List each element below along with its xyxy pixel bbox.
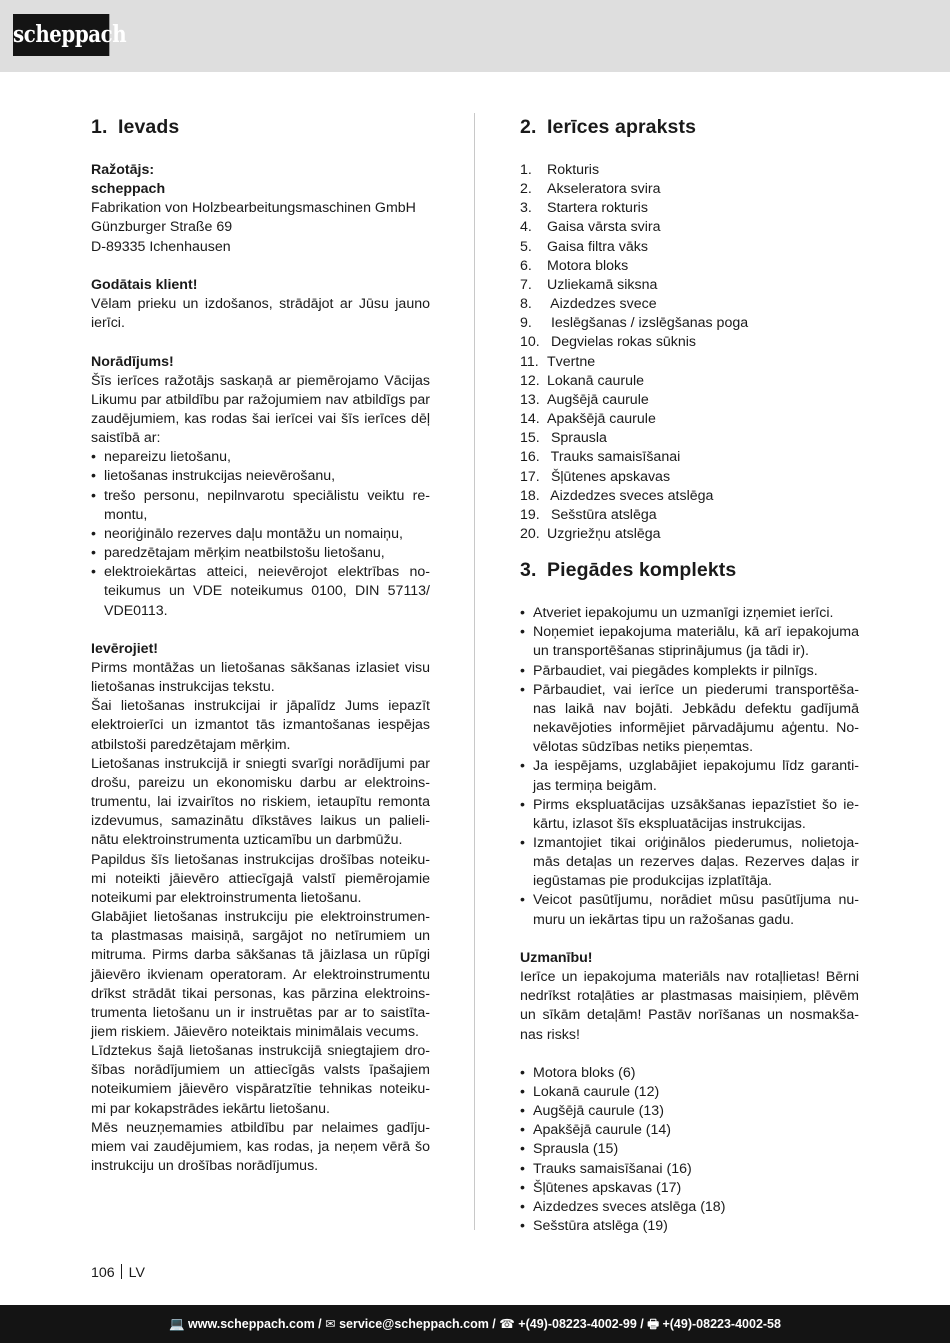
- note-list-item: • elektroiekārtas atteici, neievērojot elektrības no-teikumus un VDE noteikumus 0100, DIN 57113/ VDE0113.: [91, 563, 430, 620]
- note-list: [91, 448, 430, 620]
- part-list-item: [520, 180, 859, 199]
- delivery-list: [520, 604, 859, 930]
- manufacturer-name: scheppach: [91, 181, 166, 198]
- part-label: Aizdedzes sveces atslēga: [547, 487, 714, 504]
- caution-label: Uzmanību!: [520, 949, 593, 966]
- caution-text: Ierīce un iepakojuma materiāls nav rotaļlietas! Bērni nedrīkst rotaļāties ar plastmasas maisiņiem, plēvēm un sīkām detaļām! Pastāv norīšanas un nosmakša-nas risks!: [520, 969, 859, 1043]
- part-list-item: [520, 429, 859, 448]
- part-list-item: [520, 391, 859, 410]
- part-list-item: [520, 161, 859, 180]
- section-heading-delivery: 3. Piegādes komplekts: [520, 559, 737, 582]
- observe-paragraph: Glabājiet lietošanas instrukciju pie elektroinstrumen-ta plastmasas maisiņā, sargājot no netīrumiem un mitruma. Pirms darba sākšanas tā jāizlasa un rūpīgi jāievēro ikvienam operatoram. Ar elektroinstrumentu drīkst strādāt tikai personas, kas pārzina elektroins-trumenta lietošanu un ir instruētas par ar to saistīta-jiem riskiem. Jāievēro noteiktais minimālais vecums.: [91, 909, 430, 1040]
- part-number: 3.: [520, 200, 532, 217]
- part-list-item: [520, 525, 859, 544]
- kit-list-item: • Aizdedzes sveces atslēga (18): [520, 1198, 859, 1217]
- page-footer-number: [91, 1264, 145, 1283]
- kit-list-item: • Lokanā caurule (12): [520, 1083, 859, 1102]
- right-column: [520, 114, 859, 1236]
- part-label: Akseleratora svira: [547, 181, 661, 198]
- delivery-list-item: • Izmantojiet tikai oriģinālos piederumus, nolietoja-mās detaļas un rezerves daļas. Rezerves daļas ir iegūstamas pie produkcijas izplatītāja.: [520, 834, 859, 891]
- observe-label: Ievērojiet!: [91, 640, 159, 657]
- address-line: Günzburger Straße 69: [91, 219, 233, 236]
- delivery-list-item: • Veicot pasūtījumu, norādiet mūsu pasūtījuma nu-muru un iekārtas tipu un ražošanas gadu.: [520, 891, 859, 929]
- part-list-item: [520, 487, 859, 506]
- dear-customer-text: Vēlam prieku un izdošanos, strādājot ar Jūsu jauno ierīci.: [91, 296, 430, 332]
- kit-list-item: • Augšējā caurule (13): [520, 1102, 859, 1121]
- part-label: Gaisa filtra vāks: [547, 238, 648, 255]
- kit-list: [520, 1064, 859, 1236]
- part-label: Motora bloks: [547, 257, 629, 274]
- contact-line: 💻 www.scheppach.com / ✉ service@scheppach.com / ☎ +(49)-08223-4002-99 / 🖶 +(49)-08223-4002-58: [169, 1317, 781, 1331]
- kit-list-item: • Apakšējā caurule (14): [520, 1121, 859, 1140]
- part-list-item: [520, 314, 859, 333]
- note-list-item: • paredzētajam mērķim neatbilstošu lietošanu,: [91, 544, 430, 563]
- part-label: Uzliekamā siksna: [547, 276, 658, 293]
- part-number: 7.: [520, 276, 532, 293]
- part-list-item: [520, 238, 859, 257]
- left-column: [91, 114, 430, 1176]
- part-number: 8.: [520, 296, 532, 313]
- note-list-item: • nepareizu lietošanu,: [91, 448, 430, 467]
- parts-list: [520, 161, 859, 544]
- part-number: 18.: [520, 487, 540, 504]
- manufacturer-address: [91, 199, 430, 256]
- delivery-list-item: • Ja iespējams, uzglabājiet iepakojumu līdz garanti-jas termiņa beigām.: [520, 757, 859, 795]
- part-list-item: [520, 333, 859, 352]
- observe-paragraph: Līdztekus šajā lietošanas instrukcijā sniegtajiem dro-šības norādījumiem un attiecīgās valsts īpašajiem noteikumiem jāievēro vispāratzītie tehnikas noteiku-mi par kokapstrādes iekārtu lietošanu.: [91, 1043, 430, 1117]
- part-list-item: [520, 506, 859, 525]
- part-number: 16.: [520, 449, 540, 466]
- delivery-list-item: • Atveriet iepakojumu un uzmanīgi izņemiet ierīci.: [520, 604, 859, 623]
- part-label: Sešstūra atslēga: [547, 506, 657, 523]
- page-separator: [121, 1264, 122, 1279]
- note-list-item: • lietošanas instrukcijas neievērošanu,: [91, 467, 430, 486]
- part-number: 2.: [520, 181, 532, 198]
- manufacturer-label: Ražotājs:: [91, 162, 155, 178]
- part-number: 6.: [520, 257, 532, 274]
- delivery-list-item: • Pārbaudiet, vai piegādes komplekts ir pilnīgs.: [520, 662, 859, 681]
- part-number: 14.: [520, 411, 540, 428]
- part-number: 4.: [520, 219, 532, 236]
- part-number: 10.: [520, 334, 540, 351]
- part-number: 9.: [520, 315, 532, 332]
- page-header: [0, 0, 950, 72]
- observe-paragraph: Papildus šīs lietošanas instrukcijas drošības noteiku-mi noteikti jāievēro attiecīgajā valstī piemērojamie noteikumi par elektroinstrumenta lietošanu.: [91, 851, 430, 906]
- column-divider: [474, 113, 475, 1230]
- note-list-item: • trešo personu, nepilnvarotu speciālistu veiktu re-montu,: [91, 487, 430, 525]
- observe-paragraph: Lietošanas instrukcijā ir sniegti svarīgi norādījumi par drošu, pareizu un ekonomisku darbu ar elektroins-trumentu, lai izvairītos no riskiem, ietaupītu remonta izdevumus, samazinātu dīkstāves laikus un palieli-nātu elektroinstrumenta uzticamību un darbmūžu.: [91, 755, 430, 849]
- note-list-item: • neoriģinālo rezerves daļu montāžu un nomaiņu,: [91, 525, 430, 544]
- part-number: 5.: [520, 238, 532, 255]
- kit-list-item: • Sprausla (15): [520, 1140, 859, 1159]
- part-number: 20.: [520, 525, 540, 542]
- page-number: 106: [91, 1265, 115, 1281]
- part-label: Tvertne: [547, 353, 596, 370]
- section-heading-description: 2. Ierīces apraksts: [520, 116, 697, 138]
- part-label: Lokanā caurule: [547, 372, 645, 389]
- part-list-item: [520, 372, 859, 391]
- part-label: Šļūtenes apskavas: [547, 468, 671, 485]
- part-label: Uzgriežņu atslēga: [547, 525, 661, 542]
- part-number: 13.: [520, 391, 540, 408]
- kit-list-item: • Sešstūra atslēga (19): [520, 1217, 859, 1236]
- part-list-item: [520, 199, 859, 218]
- kit-list-item: • Šļūtenes apskavas (17): [520, 1179, 859, 1198]
- dear-customer-label: Godātais klient!: [91, 276, 198, 293]
- address-line: D-89335 Ichenhausen: [91, 238, 231, 255]
- kit-list-item: • Trauks samaisīšanai (16): [520, 1160, 859, 1179]
- part-label: Apakšējā caurule: [547, 411, 656, 428]
- part-label: Rokturis: [547, 162, 600, 178]
- part-list-item: [520, 353, 859, 372]
- part-number: 12.: [520, 372, 540, 389]
- part-list-item: [520, 276, 859, 295]
- note-text: Šīs ierīces ražotājs saskaņā ar piemērojamo Vācijas Likumu par atbildību par ražojumiem nav atbildīgs par zaudējumiem, kas rodas šai ierīcei vai šīs ierīces dēļ saistībā ar:: [91, 372, 430, 447]
- part-label: Trauks samaisīšanai: [547, 449, 681, 466]
- delivery-list-item: • Pirms ekspluatācijas uzsākšanas iepazīstiet šo ie-kārtu, izlasot šīs ekspluatācijas instrukcijas.: [520, 796, 859, 834]
- part-label: Augšējā caurule: [547, 391, 649, 408]
- part-list-item: [520, 218, 859, 237]
- delivery-list-item: • Noņemiet iepakojuma materiālu, kā arī iepakojuma un transportēšanas stiprinājumus (ja tādi ir).: [520, 623, 859, 661]
- brand-logo: scheppach: [13, 14, 109, 56]
- part-number: 17.: [520, 468, 540, 485]
- part-list-item: [520, 295, 859, 314]
- part-number: 11.: [520, 353, 539, 370]
- part-label: Aizdedzes svece: [547, 296, 657, 313]
- part-number: 1.: [520, 162, 532, 178]
- observe-paragraph: Mēs neuzņemamies atbildību par nelaimes gadīju-miem vai zaudējumiem, kas rodas, ja neņem vērā šo instrukciju un drošības norādījumus.: [91, 1119, 430, 1175]
- part-label: Startera rokturis: [547, 200, 648, 217]
- part-list-item: [520, 410, 859, 429]
- part-number: 15.: [520, 430, 540, 447]
- part-list-item: [520, 257, 859, 276]
- part-list-item: [520, 448, 859, 467]
- kit-list-item: • Motora bloks (6): [520, 1064, 859, 1083]
- footer-contact-bar: [0, 1305, 950, 1343]
- part-label: Sprausla: [547, 430, 607, 447]
- section-heading-introduction: 1. Ievads: [91, 116, 180, 138]
- part-label: Degvielas rokas sūknis: [547, 334, 697, 351]
- part-number: 19.: [520, 506, 540, 523]
- address-line: Fabrikation von Holzbearbeitungsmaschinen GmbH: [91, 200, 416, 217]
- part-label: Ieslēgšanas / izslēgšanas poga: [547, 315, 749, 332]
- delivery-list-item: • Pārbaudiet, vai ierīce un piederumi transportēša-nas laikā nav bojāti. Jebkādu defektu gadījumā nekavējoties informējiet pārvadājumu aģentu. No-vēlotas sūdzības netiks pieņemtas.: [520, 681, 859, 758]
- part-list-item: [520, 468, 859, 487]
- observe-paragraph: Šai lietošanas instrukcijai ir jāpalīdz Jums iepazīt elektroierīci un izmantot tās izmantošanas iespējas atbilstoši paredzētajam mērķim.: [91, 698, 430, 753]
- note-label: Norādījums!: [91, 353, 174, 370]
- language-code: LV: [128, 1265, 145, 1281]
- part-label: Gaisa vārsta svira: [547, 219, 661, 236]
- observe-paragraph: Pirms montāžas un lietošanas sākšanas izlasiet visu lietošanas instrukcijas tekstu.: [91, 660, 430, 696]
- observe-text: [91, 659, 430, 1176]
